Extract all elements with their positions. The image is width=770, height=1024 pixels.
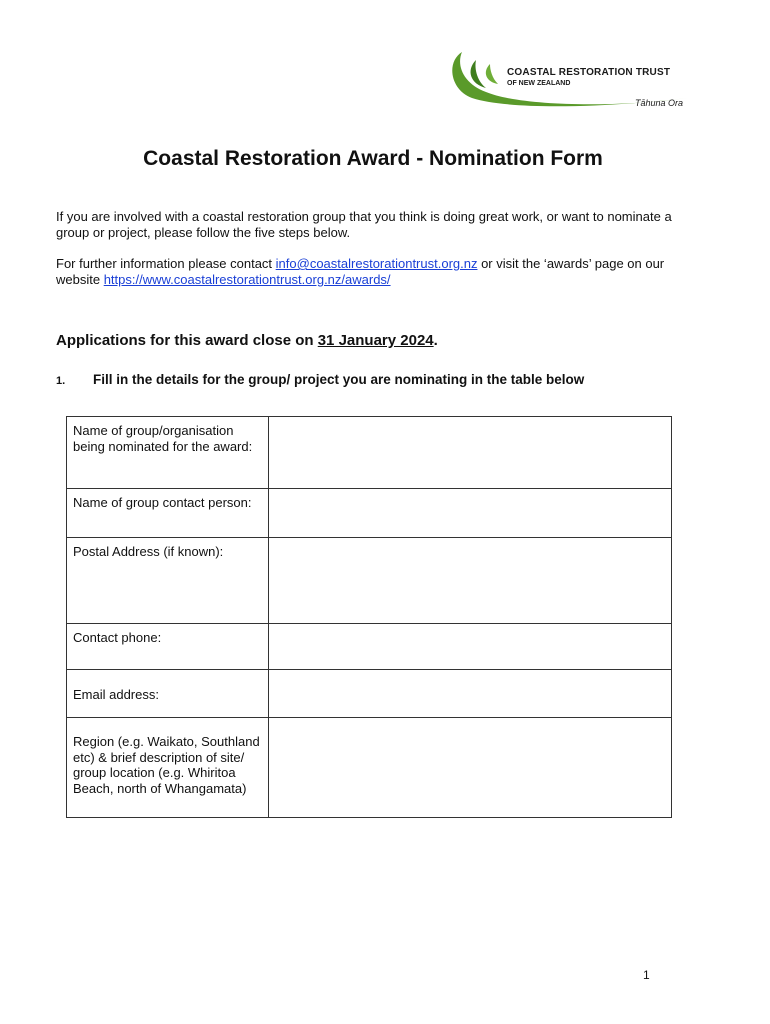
logo-title: COASTAL RESTORATION TRUST (507, 67, 671, 78)
deadline-heading (56, 332, 438, 349)
field-label-postal-address: Postal Address (if known): (67, 538, 269, 624)
step-text: Fill in the details for the group/ project you are nominating in the table below (93, 372, 585, 387)
field-input-group-name[interactable] (269, 417, 672, 489)
deadline-suffix: . (433, 332, 438, 349)
logo-tagline: Tāhuna Ora (635, 98, 684, 108)
trust-logo (450, 48, 695, 114)
step-1-heading (56, 372, 584, 387)
deadline-prefix: Applications for this award close on (56, 332, 318, 349)
table-row (67, 624, 672, 670)
table-row (67, 489, 672, 538)
field-label-contact-person: Name of group contact person: (67, 489, 269, 538)
logo-subtitle: OF NEW ZEALAND (507, 80, 571, 87)
field-label-email: Email address: (67, 670, 269, 718)
table-row (67, 670, 672, 718)
field-input-email[interactable] (269, 670, 672, 718)
table-row (67, 417, 672, 489)
field-input-postal-address[interactable] (269, 538, 672, 624)
field-input-contact-person[interactable] (269, 489, 672, 538)
info-middle: or visit the ‘awards’ page on our website (56, 256, 665, 287)
awards-page-link[interactable]: https://www.coastalrestorationtrust.org.nz/awards/ (103, 272, 391, 287)
table-row (67, 718, 672, 818)
deadline-date: 31 January 2024 (317, 332, 434, 349)
field-label-region: Region (e.g. Waikato, Southland etc) & brief description of site/ group location (e.g. Whiritoa Beach, north of Whangamata) (67, 718, 269, 818)
page-title: Coastal Restoration Award - Nomination Form (143, 147, 603, 170)
table-row (67, 538, 672, 624)
page-number: 1 (643, 968, 650, 982)
contact-email-link[interactable]: info@coastalrestorationtrust.org.nz (275, 256, 478, 271)
info-prefix: For further information please contact (56, 256, 276, 271)
intro-paragraph: If you are involved with a coastal restoration group that you think is doing great work, or want to nominate a group or project, please follow the five steps below. (56, 209, 672, 240)
nomination-details-table (66, 416, 672, 818)
step-number: 1. (56, 375, 66, 387)
field-input-contact-phone[interactable] (269, 624, 672, 670)
field-label-group-name: Name of group/organisation being nominated for the award: (67, 417, 269, 489)
info-paragraph (56, 256, 696, 288)
field-input-region[interactable] (269, 718, 672, 818)
field-label-contact-phone: Contact phone: (67, 624, 269, 670)
